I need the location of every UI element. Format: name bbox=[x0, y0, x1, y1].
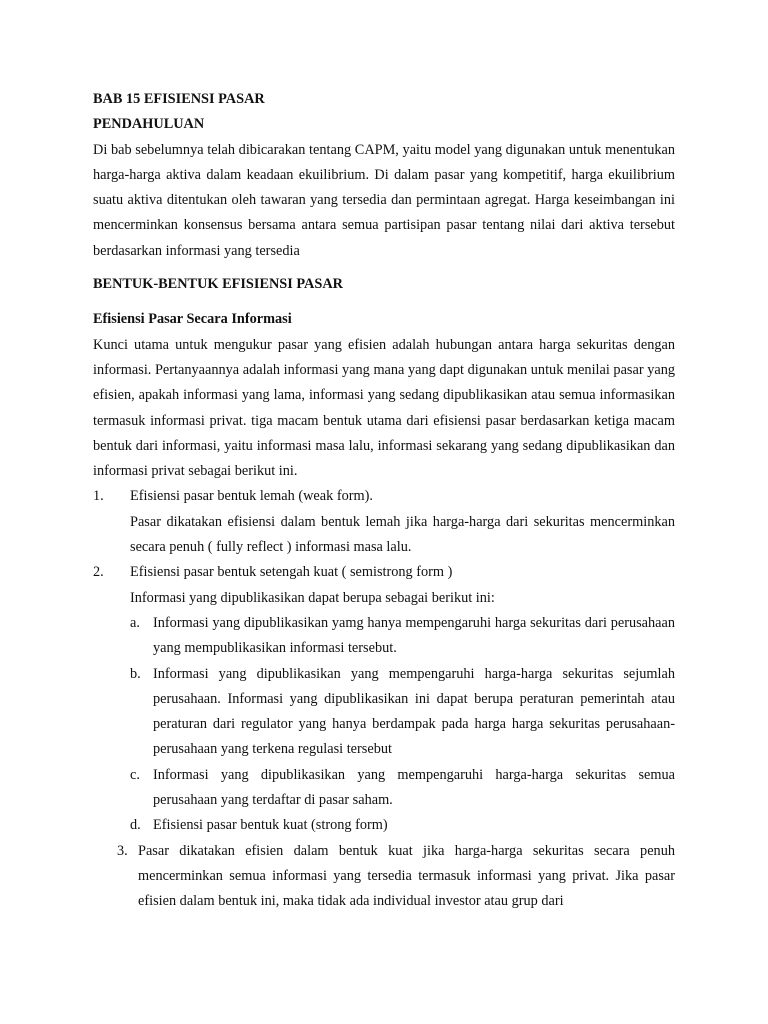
list-number: 1. bbox=[93, 488, 104, 505]
list-item-title: Efisiensi pasar bentuk setengah kuat ( semistrong form ) bbox=[130, 564, 453, 581]
list-item-2 bbox=[93, 560, 675, 585]
list-number: 2. bbox=[93, 564, 104, 581]
sublist-text: Informasi yang dipublikasikan yang mempengaruhi harga-harga sekuritas semua perusahaan yang terdaftar di pasar saham. bbox=[153, 766, 675, 809]
list-item-text: Informasi yang dipublikasikan dapat berupa sebagai berikut ini: bbox=[130, 589, 495, 606]
sublist-item-d bbox=[93, 813, 675, 838]
sublist-text: Efisiensi pasar bentuk kuat (strong form) bbox=[153, 817, 388, 834]
section-heading: BENTUK-BENTUK EFISIENSI PASAR bbox=[93, 276, 343, 293]
list-number: 3. bbox=[117, 842, 128, 859]
list-item-text: Pasar dikatakan efisiensi dalam bentuk lemah jika harga-harga dari sekuritas mencerminkan secara penuh ( fully reflect ) informasi masa lalu. bbox=[130, 513, 675, 556]
intro-paragraph: Di bab sebelumnya telah dibicarakan tentang CAPM, yaitu model yang digunakan untuk menentukan harga-harga aktiva dalam keadaan ekuilibrium. Di dalam pasar yang kompetitif, harga ekuilibrium suatu aktiva ditentukan oleh tawaran yang tersedia dan permintaan agregat. Harga keseimbangan ini mencerminkan konsensus bersama antara semua partisipan pasar tentang nilai dari aktiva tersebut berdasarkan informasi yang tersedia bbox=[93, 141, 675, 259]
sublist-item-b bbox=[93, 662, 675, 763]
sublist-marker: a. bbox=[130, 614, 140, 631]
sublist-item-c bbox=[93, 763, 675, 814]
sublist-marker: b. bbox=[130, 665, 141, 682]
sublist-marker: c. bbox=[130, 766, 140, 783]
intro-heading: PENDAHULUAN bbox=[93, 116, 205, 133]
list-item-text: Pasar dikatakan efisien dalam bentuk kuat jika harga-harga sekuritas secara penuh mencerminkan semua informasi yang tersedia termasuk informasi yang privat. Jika pasar efisien dalam bentuk ini, maka tidak ada individual investor atau grup dari bbox=[138, 842, 675, 910]
sublist-item-a bbox=[93, 611, 675, 662]
subsection-paragraph: Kunci utama untuk mengukur pasar yang efisien adalah hubungan antara harga sekuritas dengan informasi. Pertanyaannya adalah informasi yang mana yang dapt digunakan untuk menilai pasar yang efisien, apakah informasi yang lama, informasi yang sedang dipublikasikan atau semua informasikan termasuk informasi privat. tiga macam bentuk utama dari efisiensi pasar berdasarkan ketiga macam bentuk dari informasi, yaitu informasi masa lalu, informasi sekarang yang sedang dipublikasikan dan informasi privat sebagai berikut ini. bbox=[93, 336, 675, 480]
subsection-heading: Efisiensi Pasar Secara Informasi bbox=[93, 311, 292, 328]
list-item-3 bbox=[93, 839, 675, 915]
list-item-title: Efisiensi pasar bentuk lemah (weak form). bbox=[130, 488, 373, 505]
sublist-text: Informasi yang dipublikasikan yamg hanya mempengaruhi harga sekuritas dari perusahaan yang mempublikasikan informasi tersebut. bbox=[153, 614, 675, 657]
list-item-1 bbox=[93, 484, 675, 509]
sublist-marker: d. bbox=[130, 817, 141, 834]
chapter-title: BAB 15 EFISIENSI PASAR bbox=[93, 91, 265, 107]
sublist-text: Informasi yang dipublikasikan yang mempengaruhi harga-harga sekuritas sejumlah perusahaan. Informasi yang dipublikasikan ini dapat berupa peraturan pemerintah atau peraturan dari regulator yang hanya berdampak pada harga harga sekuritas perusahaan-perusahaan yang terkena regulasi tersebut bbox=[153, 665, 675, 758]
